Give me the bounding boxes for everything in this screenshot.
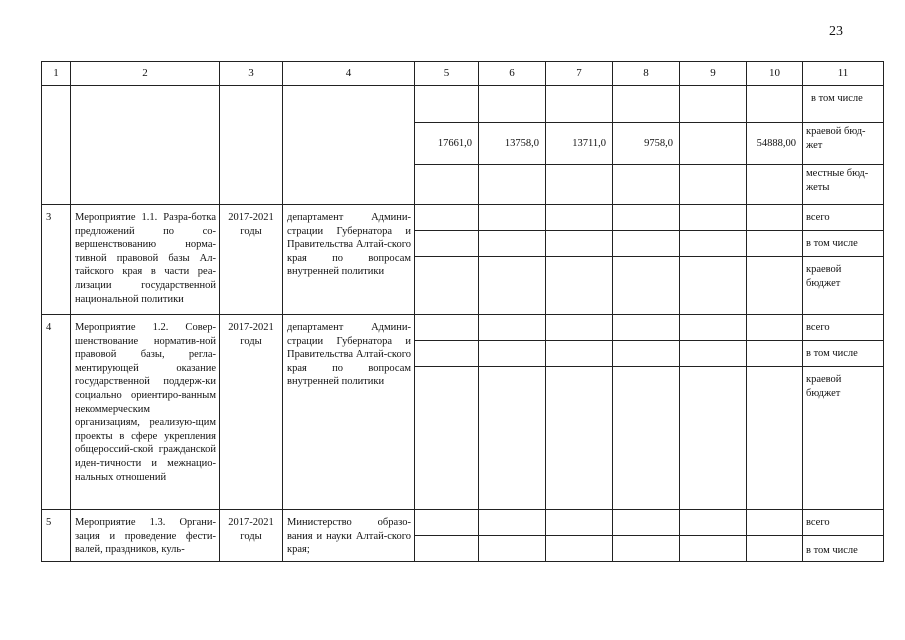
funding-source-cell: в том числе [803,341,884,367]
table-cell [680,315,747,341]
table-cell [415,165,479,205]
table-cell [613,86,680,123]
column-header: 7 [546,62,613,86]
table-cell [42,86,71,205]
table-cell [415,536,479,562]
period-cell: 2017-2021 годы [220,315,283,510]
table-cell [613,510,680,536]
table-row [42,86,884,123]
column-header: 4 [283,62,415,86]
page-number: 23 [829,24,843,39]
table-cell [479,341,546,367]
table-cell [71,86,220,205]
funding-source-cell: в том числе [803,536,884,562]
funding-source-cell: всего [803,315,884,341]
table-cell [546,315,613,341]
table-cell [415,510,479,536]
activity-name: Мероприятие 1.2. Совер-шенствование норматив-ной правовой базы, регла-ментирующей оказание государственной поддерж-ки социально ориентиро-ванным некоммерческим организациям, реализую-щим проекты в сфере укрепления общероссий-ской гражданской иден-тичности и межнацио-нальных отношений [71,315,220,510]
table-cell [546,86,613,123]
table-cell [415,341,479,367]
column-header: 5 [415,62,479,86]
table-cell [283,86,415,205]
table-cell [479,231,546,257]
table-cell [546,205,613,231]
table-cell [613,367,680,510]
table-cell [680,86,747,123]
table-cell [613,165,680,205]
table-cell [613,341,680,367]
table-cell [415,205,479,231]
table-cell [546,341,613,367]
table-cell [747,341,803,367]
table-cell [747,86,803,123]
value-cell: 54888,00 [747,123,803,165]
table-cell [546,536,613,562]
table-cell [546,510,613,536]
value-cell [680,123,747,165]
table-cell [680,231,747,257]
executor-cell: Министерство образо-вания и науки Алтай-ского края; [283,510,415,562]
table-row [42,510,884,536]
table-cell [747,315,803,341]
table-cell [479,86,546,123]
table-cell [415,86,479,123]
table-cell [415,367,479,510]
table-cell [479,536,546,562]
period-cell: 2017-2021 годы [220,510,283,562]
table-cell [479,367,546,510]
table-cell [747,257,803,315]
funding-source-cell: всего [803,510,884,536]
table-cell [415,257,479,315]
table-cell [680,510,747,536]
table-cell [747,205,803,231]
table-cell [479,257,546,315]
column-header: 11 [803,62,884,86]
column-header: 6 [479,62,546,86]
value-cell: 13758,0 [479,123,546,165]
header-row [42,62,884,86]
table-cell [747,510,803,536]
funding-source-cell: всего [803,205,884,231]
table-cell [415,231,479,257]
table-cell [680,341,747,367]
row-number: 3 [42,205,71,315]
table-cell [613,205,680,231]
table-cell [415,315,479,341]
table-cell [747,231,803,257]
column-header: 8 [613,62,680,86]
table-cell [613,315,680,341]
table-cell [747,165,803,205]
table-cell [479,165,546,205]
column-header: 1 [42,62,71,86]
table-cell [546,257,613,315]
table-cell [747,536,803,562]
table-cell [613,536,680,562]
table-cell [479,205,546,231]
value-cell: 9758,0 [613,123,680,165]
table-cell [613,257,680,315]
table-cell [479,315,546,341]
executor-cell: департамент Админи-страции Губернатора и Правительства Алтай-ского края по вопросам внутренней политики [283,315,415,510]
executor-cell: департамент Админи-страции Губернатора и Правительства Алтай-ского края по вопросам внутренней политики [283,205,415,315]
table-cell [680,536,747,562]
funding-source-cell: в том числе [803,231,884,257]
table-cell [680,257,747,315]
funding-source-cell: местные бюд- жеты [803,165,884,205]
value-cell: 17661,0 [415,123,479,165]
program-table [41,61,884,562]
table-row [42,315,884,341]
table-cell [613,231,680,257]
row-number: 4 [42,315,71,510]
column-header: 2 [71,62,220,86]
table-cell [546,367,613,510]
activity-name: Мероприятие 1.1. Разра-ботка предложений по со-вершенствованию норма-тивной правовой базы Ал-тайского края в части реа-лизации государственной национальной политики [71,205,220,315]
period-cell: 2017-2021 годы [220,205,283,315]
funding-source-cell: краевой бюджет [803,367,884,510]
table-cell [479,510,546,536]
column-header: 9 [680,62,747,86]
table-cell [220,86,283,205]
funding-source-cell: краевой бюджет [803,257,884,315]
table-cell [680,165,747,205]
table-cell [680,367,747,510]
activity-name: Мероприятие 1.3. Органи-зация и проведение фести-валей, праздников, куль- [71,510,220,562]
column-header: 10 [747,62,803,86]
column-header: 3 [220,62,283,86]
table-cell [747,367,803,510]
value-cell: 13711,0 [546,123,613,165]
table-cell [546,165,613,205]
row-number: 5 [42,510,71,562]
funding-source-cell: краевой бюд- жет [803,123,884,165]
table-cell [680,205,747,231]
table-row [42,205,884,231]
funding-source-cell: в том числе [803,86,884,123]
table-cell [546,231,613,257]
